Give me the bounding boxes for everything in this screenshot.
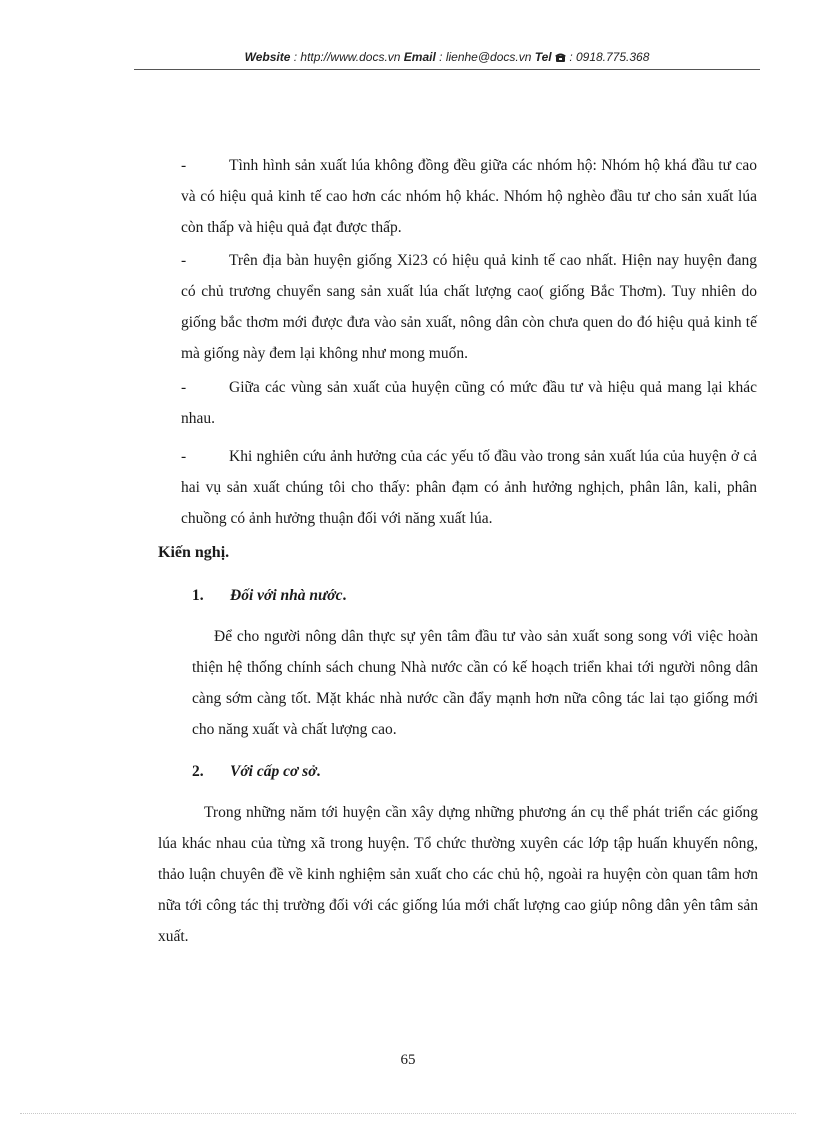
subsection-title: Đối với nhà nước bbox=[230, 587, 343, 604]
header-divider bbox=[134, 69, 760, 70]
subsection-number: 2. bbox=[192, 763, 204, 780]
page-number: 65 bbox=[400, 1052, 416, 1068]
email-value: : lienhe@docs.vn bbox=[435, 50, 535, 64]
list-item bbox=[181, 245, 757, 369]
subsection-title-end: . bbox=[316, 763, 321, 780]
website-value: : http://www.docs.vn bbox=[290, 50, 404, 64]
bullet-text: Giữa các vùng sản xuất của huyện cũng có mức đầu tư và hiệu quả mang lại khác nhau. bbox=[181, 379, 757, 427]
page-header bbox=[134, 50, 760, 64]
phone-icon bbox=[555, 50, 569, 64]
bullet-dash: - bbox=[181, 157, 187, 174]
bullet-dash: - bbox=[181, 379, 187, 396]
list-item bbox=[181, 441, 757, 534]
bullet-dash: - bbox=[181, 252, 187, 269]
bullet-text: Khi nghiên cứu ảnh hưởng của các yếu tố đầu vào trong sản xuất lúa của huyện ở cả hai vụ sản xuất chúng tôi cho thấy: phân đạm có ảnh hưởng nghịch, phân lân, kali, phân chuồng có ảnh hưởng thuận đối với năng xuất lúa. bbox=[181, 448, 757, 527]
subsection-1-paragraph: Để cho người nông dân thực sự yên tâm đầu tư vào sản xuất song song với việc hoàn thiện hệ thống chính sách chung Nhà nước cần có kế hoạch triển khai tới người nông dân càng sớm càng tốt. Mặt khác nhà nước cần đẩy mạnh hơn nữa công tác lai tạo giống mới cho năng xuất và chất lượng cao. bbox=[192, 628, 758, 738]
list-item bbox=[181, 150, 757, 243]
subsection-2-paragraph: Trong những năm tới huyện cần xây dựng những phương án cụ thể phát triển các giống lúa khác nhau của từng xã trong huyện. Tổ chức thường xuyên các lớp tập huấn khuyến nông, thảo luận chuyên đề về kinh nghiệm sản xuất cho các chủ hộ, ngoài ra huyện còn quan tâm hơn nữa tới công tác thị trường đối với các giống lúa mới chất lượng cao giúp nông dân yên tâm sản xuất. bbox=[158, 804, 758, 945]
bullet-text: Trên địa bàn huyện giống Xi23 có hiệu quả kinh tế cao nhất. Hiện nay huyện đang có chủ trương chuyển sang sản xuất lúa chất lượng cao( giống Bắc Thơm). Tuy nhiên do giống bắc thơm mới được đưa vào sản xuất, nông dân còn chưa quen do đó hiệu quả kinh tế mà giống này đem lại không như mong muốn. bbox=[181, 252, 757, 362]
subsection-2-title bbox=[192, 763, 320, 781]
email-label: Email bbox=[403, 50, 436, 64]
bullet-dash: - bbox=[181, 448, 187, 465]
website-label: Website bbox=[244, 50, 291, 64]
page-bottom-border bbox=[20, 1113, 796, 1114]
section-heading: Kiến nghị. bbox=[158, 544, 230, 561]
list-item bbox=[181, 372, 757, 434]
subsection-1-title bbox=[192, 587, 346, 605]
tel-label: Tel bbox=[534, 50, 552, 64]
bullet-text: Tình hình sản xuất lúa không đồng đều giữa các nhóm hộ: Nhóm hộ khá đầu tư cao và có hiệu quả kinh tế cao hơn các nhóm hộ khác. Nhóm hộ nghèo đầu tư cho sản xuất lúa còn thấp và hiệu quả đạt được thấp. bbox=[181, 157, 757, 236]
tel-value: : 0918.775.368 bbox=[569, 50, 650, 64]
subsection-title: Với cấp cơ sở bbox=[230, 763, 317, 780]
subsection-title-end: . bbox=[342, 587, 347, 604]
subsection-number: 1. bbox=[192, 587, 204, 604]
